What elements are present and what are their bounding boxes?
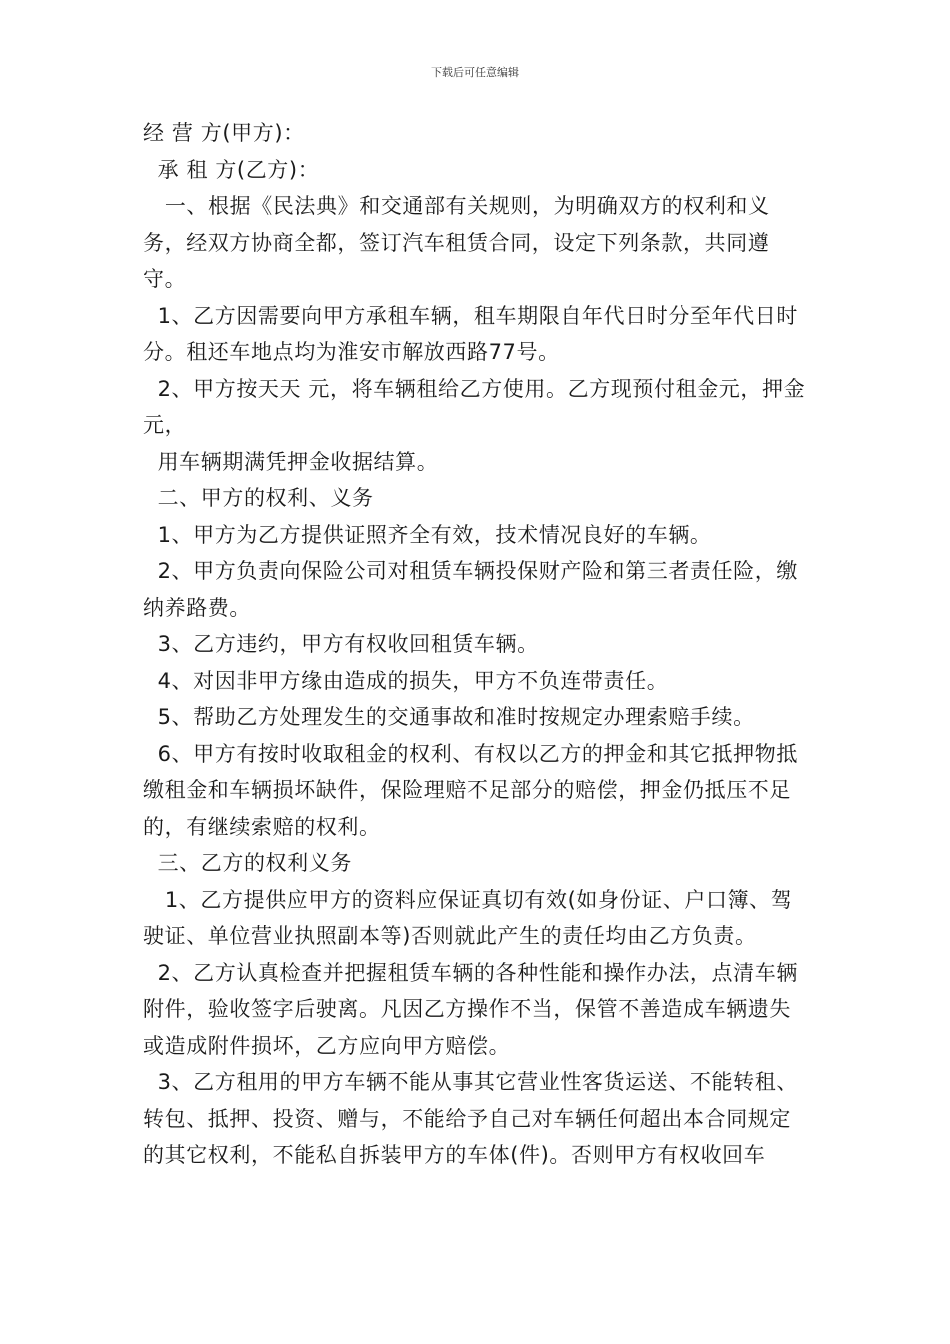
clause-2-4: 4、对因非甲方缘由造成的损失，甲方不负连带责任。 [143,668,669,693]
clause-3-3: 3、乙方租用的甲方车辆不能从事其它营业性客货运送、不能转租、转包、抵押、投资、赠与，不能给予自己对车辆任何超出本合同规定的其它权利，不能私自拆装甲方的车体(件)。否则甲方有权收回车 [143,1070,798,1167]
clause-2-2: 2、甲方负责向保险公司对租赁车辆投保财产险和第三者责任险，缴纳养路费。 [143,559,798,620]
party-a-line: 经 营 方(甲方)： [143,121,305,145]
party-b-line: 承 租 方(乙方)： [143,157,320,182]
clause-1-2-continued: 用车辆期满凭押金收据结算。 [143,449,439,474]
clause-2-5: 5、帮助乙方处理发生的交通事故和准时按规定办理索赔手续。 [143,705,755,729]
clause-1-1: 1、乙方因需要向甲方承租车辆，租车期限自年代日时分至年代日时分。租还车地点均为淮安市解放西路77号。 [143,303,798,364]
clause-2-1: 1、甲方为乙方提供证照齐全有效，技术情况良好的车辆。 [143,522,712,547]
section-2-heading: 二、甲方的权利、义务 [143,486,374,510]
clause-3-2: 2、乙方认真检查并把握租赁车辆的各种性能和操作办法，点清车辆附件，验收签字后驶离。凡因乙方操作不当，保管不善造成车辆遗失或造成附件损坏，乙方应向甲方赔偿。 [143,960,798,1058]
section-3-heading: 三、乙方的权利义务 [143,851,352,875]
contract-body [143,115,809,1174]
page-header: 下载后可任意编辑 [431,66,519,79]
clause-3-1: 1、乙方提供应甲方的资料应保证真切有效(如身份证、户口簿、驾驶证、单位营业执照副本等)否则就此产生的责任均由乙方负责。 [143,887,793,948]
clause-2-6: 6、甲方有按时收取租金的权利、有权以乙方的押金和其它抵押物抵缴租金和车辆损坏缺件，保险理赔不足部分的赔偿，押金仍抵压不足的，有继续索赔的权利。 [143,741,798,839]
clause-2-3: 3、乙方违约，甲方有权收回租赁车辆。 [143,632,539,656]
section-1-intro: 一、根据《民法典》和交通部有关规则，为明确双方的权利和义务，经双方协商全都，签订汽车租赁合同，设定下列条款，共同遵守。 [143,194,770,291]
clause-1-2: 2、甲方按天天 元，将车辆租给乙方使用。乙方现预付租金元，押金元， [143,376,806,437]
